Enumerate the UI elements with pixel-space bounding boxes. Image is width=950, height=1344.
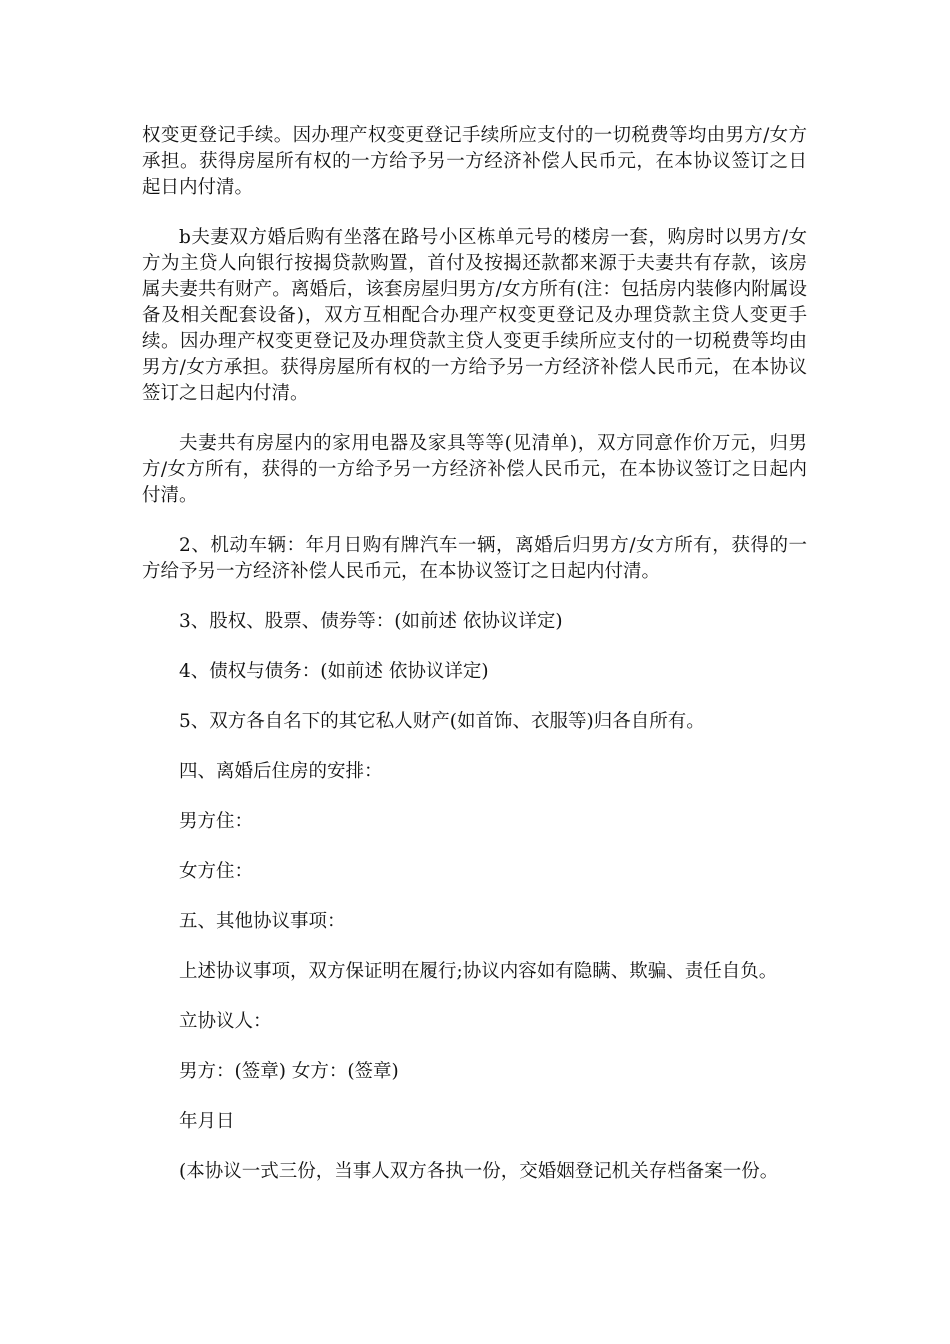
paragraph-date: 年月日 bbox=[179, 1111, 235, 1132]
document-body bbox=[142, 123, 807, 1209]
paragraph-female-residence: 女方住： bbox=[179, 861, 254, 882]
paragraph-signatures: 男方：(签章) 女方：(签章) bbox=[179, 1061, 399, 1082]
paragraph-5: 3、股权、股票、债券等：(如前述 依协议详定) bbox=[179, 611, 563, 632]
paragraph-guarantee: 上述协议事项，双方保证明在履行;协议内容如有隐瞒、欺骗、责任自负。 bbox=[179, 961, 778, 982]
section-heading-housing: 四、离婚后住房的安排： bbox=[179, 761, 383, 782]
paragraph-6: 4、债权与债务：(如前述 依协议详定) bbox=[179, 661, 489, 682]
paragraph-3: 夫妻共有房屋内的家用电器及家具等等(见清单)，双方同意作价万元，归男方/女方所有，获得的一方给予另一方经济补偿人民币元，在本协议签订之日起内付清。 bbox=[142, 433, 807, 506]
paragraph-male-residence: 男方住： bbox=[179, 811, 254, 832]
paragraph-1: 权变更登记手续。因办理产权变更登记手续所应支付的一切税费等均由男方/女方承担。获得房屋所有权的一方给予另一方经济补偿人民币元，在本协议签订之日起日内付清。 bbox=[142, 125, 807, 198]
paragraph-7: 5、双方各自名下的其它私人财产(如首饰、衣服等)归各自所有。 bbox=[179, 711, 705, 732]
paragraph-copies-note: (本协议一式三份，当事人双方各执一份，交婚姻登记机关存档备案一份。 bbox=[179, 1161, 779, 1182]
section-heading-other: 五、其他协议事项： bbox=[179, 911, 346, 932]
paragraph-signatories: 立协议人： bbox=[179, 1011, 272, 1032]
paragraph-4: 2、机动车辆：年月日购有牌汽车一辆，离婚后归男方/女方所有，获得的一方给予另一方经济补偿人民币元，在本协议签订之日起内付清。 bbox=[142, 535, 807, 582]
paragraph-2: b夫妻双方婚后购有坐落在路号小区栋单元号的楼房一套，购房时以男方/女方为主贷人向银行按揭贷款购置，首付及按揭还款都来源于夫妻共有存款，该房属夫妻共有财产。离婚后，该套房屋归男方/女方所有(注：包括房内装修内附属设备及相关配套设备)，双方互相配合办理产权变更登记及办理贷款主贷人变更手续。因办理产权变更登记及办理贷款主贷人变更手续所应支付的一切税费等均由男方/女方承担。获得房屋所有权的一方给予另一方经济补偿人民币元，在本协议签订之日起内付清。 bbox=[142, 227, 807, 404]
